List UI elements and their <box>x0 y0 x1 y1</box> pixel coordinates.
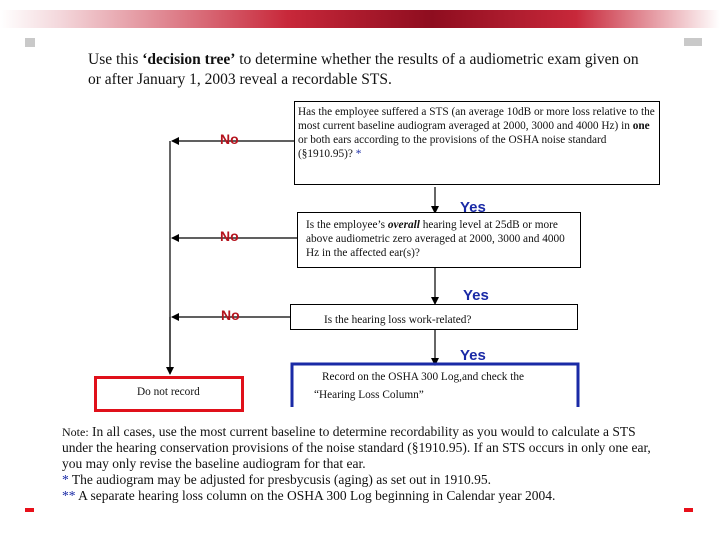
asterisk-marker: * <box>352 148 362 160</box>
question-work-related-box: Is the hearing loss work-related? <box>290 304 578 330</box>
yes-label-2: Yes <box>463 287 489 304</box>
footnote-2-text: A separate hearing loss column on the OSHA 300 Log beginning in Calendar year 2004. <box>75 488 556 503</box>
record-line-1: Record on the OSHA 300 Log,and check the <box>322 371 525 383</box>
no-label-2: No <box>220 228 239 244</box>
footnote-1-marker: * <box>62 472 69 487</box>
note-label: Note: <box>62 425 89 439</box>
note-text: In all cases, use the most current baseline to determine recordability as you would to calculate a STS under the hearing conservation provisions of the noise standard (§1910.95). If an STS occurs in only one ear, you may only revise the baseline audiogram for that ear. <box>62 424 651 471</box>
note-block <box>62 424 662 504</box>
no-label-3: No <box>221 307 240 323</box>
footnote-2-marker: ** <box>62 488 76 503</box>
question-sts-box: Has the employee suffered a STS (an average 10dB or more loss relative to the most current baseline audiogram averaged at 2000, 3000 and 4000 Hz) in one or both ears according to the provisions of the OSHA noise standard (§1910.95)? * <box>294 101 660 185</box>
record-text <box>314 370 578 402</box>
decision-tree-term: ‘decision tree’ <box>142 51 236 68</box>
record-line-2: “Hearing Loss Column” <box>314 389 424 401</box>
do-not-record-box: Do not record <box>94 376 244 412</box>
yes-label-1: Yes <box>460 199 486 216</box>
question-hearing-level-box: Is the employee’s overall hearing level at 25dB or more above audiometric zero averaged at 2000, 3000 and 4000 Hz in the affected ear(s)? <box>297 212 581 268</box>
intro-text: Use this ‘decision tree’ to determine whether the results of a audiometric exam given on or after January 1, 2003 reveal a recordable STS. <box>88 51 639 88</box>
no-label-1: No <box>220 131 239 147</box>
footnote-1-text: The audiogram may be adjusted for presbycusis (aging) as set out in 1910.95. <box>68 472 492 487</box>
yes-label-3: Yes <box>460 347 486 364</box>
